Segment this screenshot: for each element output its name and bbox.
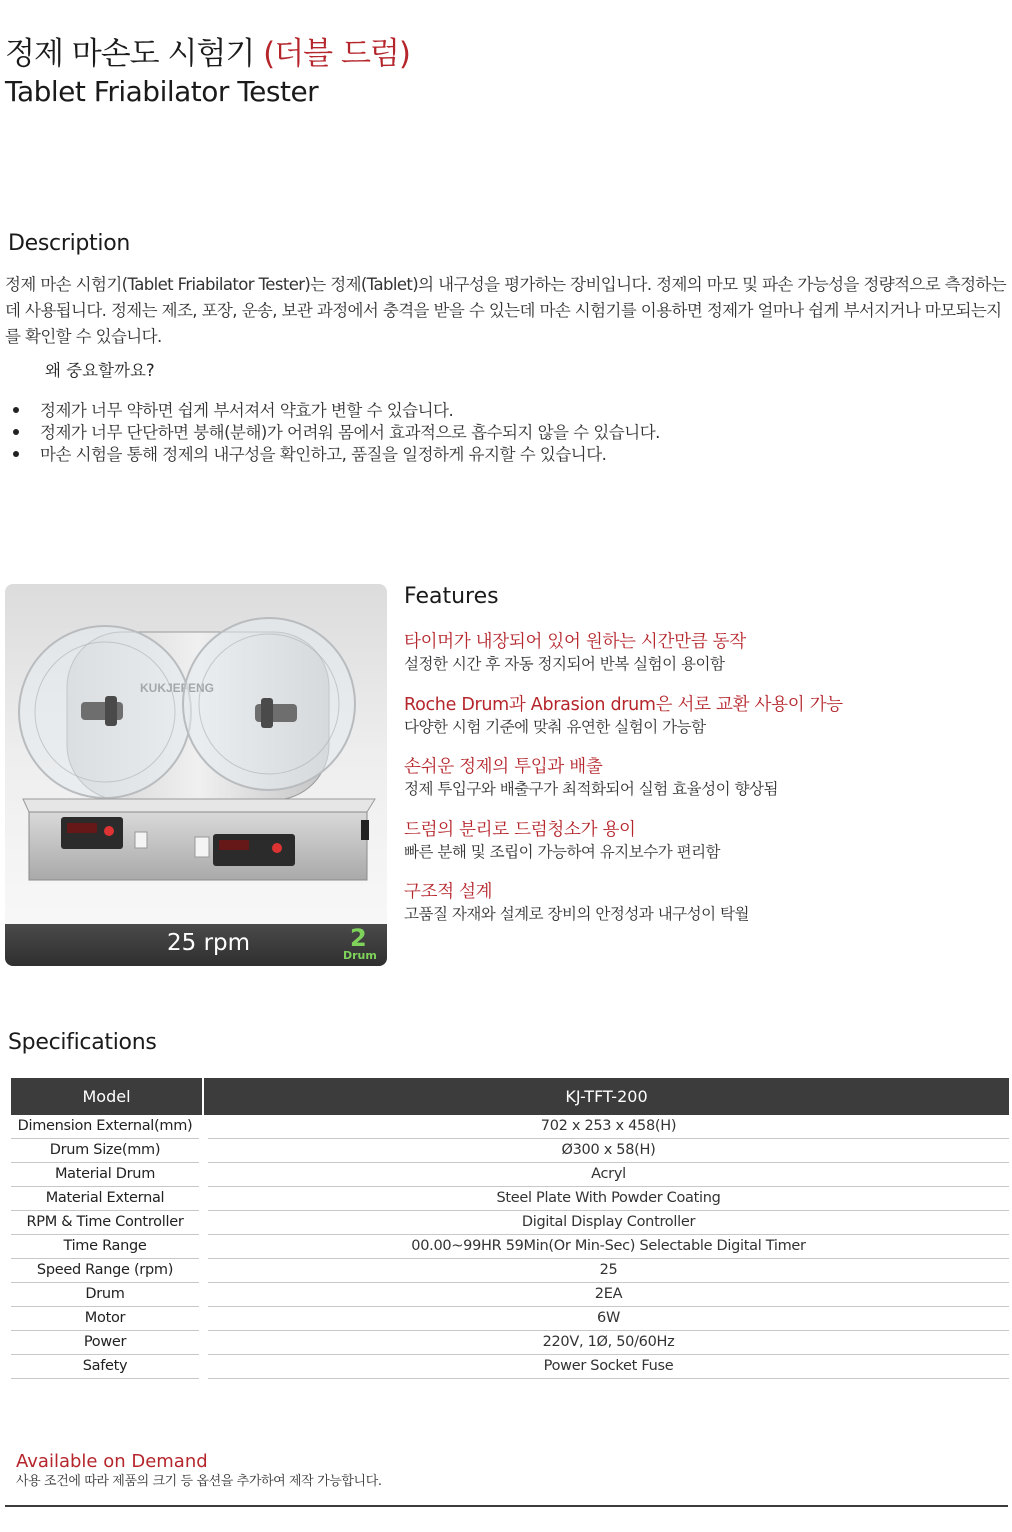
table-row bbox=[11, 1115, 1009, 1139]
product-info-bar bbox=[5, 924, 387, 966]
drum-count: 2 bbox=[350, 924, 367, 952]
model-value: KJ-TFT-200 bbox=[204, 1078, 1009, 1115]
friabilator-illustration bbox=[5, 584, 387, 924]
feature-title: 손쉬운 정제의 투입과 배출 bbox=[404, 757, 603, 777]
table-row bbox=[11, 1187, 1009, 1211]
specifications-table bbox=[11, 1078, 1009, 1379]
table-row bbox=[11, 1235, 1009, 1259]
table-row bbox=[11, 1139, 1009, 1163]
feature-title: Roche Drum과 Abrasion drum은 서로 교환 사용이 가능 bbox=[404, 695, 843, 715]
feature-item bbox=[404, 630, 1004, 674]
feature-desc: 다양한 시험 기준에 맞춰 유연한 실험이 가능함 bbox=[404, 718, 706, 736]
features-heading: Features bbox=[404, 584, 499, 609]
why-important-heading: 왜 중요할까요? bbox=[45, 361, 155, 380]
table-row bbox=[11, 1259, 1009, 1283]
spec-value: Digital Display Controller bbox=[208, 1211, 1009, 1235]
rpm-label: 25 rpm bbox=[167, 930, 251, 956]
spec-label: Drum Size(mm) bbox=[11, 1139, 199, 1163]
spec-label: Dimension External(mm) bbox=[11, 1115, 199, 1139]
title-block bbox=[5, 34, 410, 110]
title-main: 정제 마손도 시험기 bbox=[5, 36, 255, 72]
spec-label: Safety bbox=[11, 1355, 199, 1379]
list-item: 마손 시험을 통해 정제의 내구성을 확인하고, 품질을 일정하게 유지할 수 있습니다. bbox=[10, 442, 660, 464]
description-heading: Description bbox=[8, 231, 130, 256]
spec-value: Acryl bbox=[208, 1163, 1009, 1187]
list-item: 정제가 너무 약하면 쉽게 부서져서 약효가 변할 수 있습니다. bbox=[10, 398, 660, 420]
importance-list bbox=[10, 398, 660, 464]
available-desc: 사용 조건에 따라 제품의 크기 등 옵션을 추가하여 제작 가능합니다. bbox=[16, 1474, 382, 1489]
spec-value: Power Socket Fuse bbox=[208, 1355, 1009, 1379]
feature-item bbox=[404, 880, 1004, 924]
spec-label: Time Range bbox=[11, 1235, 199, 1259]
spec-value: 6W bbox=[208, 1307, 1009, 1331]
specifications-heading: Specifications bbox=[8, 1030, 157, 1055]
available-title: Available on Demand bbox=[16, 1451, 208, 1472]
spec-label: RPM & Time Controller bbox=[11, 1211, 199, 1235]
spec-value: 00.00~99HR 59Min(Or Min-Sec) Selectable Digital Timer bbox=[208, 1235, 1009, 1259]
spec-label: Drum bbox=[11, 1283, 199, 1307]
drum-label: Drum bbox=[343, 949, 377, 962]
page-title-english: Tablet Friabilator Tester bbox=[5, 75, 319, 108]
spec-value: 220V, 1Ø, 50/60Hz bbox=[208, 1331, 1009, 1355]
spec-label: Material External bbox=[11, 1187, 199, 1211]
bottom-divider bbox=[5, 1505, 1008, 1507]
spec-label: Speed Range (rpm) bbox=[11, 1259, 199, 1283]
model-label: Model bbox=[11, 1078, 202, 1115]
feature-title: 타이머가 내장되어 있어 원하는 시간만큼 동작 bbox=[404, 632, 746, 652]
spec-value: Steel Plate With Powder Coating bbox=[208, 1187, 1009, 1211]
spec-label: Material Drum bbox=[11, 1163, 199, 1187]
product-image bbox=[5, 584, 387, 966]
feature-desc: 빠른 분해 및 조립이 가능하여 유지보수가 편리함 bbox=[404, 843, 721, 861]
table-row bbox=[11, 1307, 1009, 1331]
spec-value: 25 bbox=[208, 1259, 1009, 1283]
description-paragraph: 정제 마손 시험기(Tablet Friabilator Tester)는 정제(Tablet)의 내구성을 평가하는 장비입니다. 정제의 마모 및 파손 가능성을 정량적으로 측정하는 데 사용됩니다. 정제는 제조, 포장, 운송, 보관 과정에서 충격을 받을 수 있는데 마손 시험기를 이용하면 정제가 얼마나 쉽게 부서지거나 마모되는지를 확인할 수 있습니다. bbox=[5, 275, 1007, 346]
spec-value: 702 x 253 x 458(H) bbox=[208, 1115, 1009, 1139]
spec-label: Power bbox=[11, 1331, 199, 1355]
feature-desc: 고품질 자재와 설계로 장비의 안정성과 내구성이 탁월 bbox=[404, 905, 749, 923]
feature-desc: 설정한 시간 후 자동 정지되어 반복 실험이 용이함 bbox=[404, 655, 725, 673]
feature-title: 드럼의 분리로 드럼청소가 용이 bbox=[404, 820, 636, 840]
feature-item bbox=[404, 755, 1004, 799]
table-row bbox=[11, 1163, 1009, 1187]
title-accent: (더블 드럼) bbox=[263, 36, 410, 72]
spec-value: Ø300 x 58(H) bbox=[208, 1139, 1009, 1163]
feature-title: 구조적 설계 bbox=[404, 882, 493, 902]
available-on-demand bbox=[16, 1451, 382, 1491]
table-row bbox=[11, 1211, 1009, 1235]
spec-value: 2EA bbox=[208, 1283, 1009, 1307]
table-header bbox=[11, 1078, 1009, 1115]
page-title-korean bbox=[5, 34, 410, 74]
table-row bbox=[11, 1331, 1009, 1355]
feature-item bbox=[404, 818, 1004, 862]
feature-item bbox=[404, 693, 1004, 737]
spec-label: Motor bbox=[11, 1307, 199, 1331]
table-row bbox=[11, 1355, 1009, 1379]
list-item: 정제가 너무 단단하면 붕해(분해)가 어려워 몸에서 효과적으로 흡수되지 않을 수 있습니다. bbox=[10, 420, 660, 442]
feature-desc: 정제 투입구와 배출구가 최적화되어 실험 효율성이 향상됨 bbox=[404, 780, 778, 798]
table-row bbox=[11, 1283, 1009, 1307]
